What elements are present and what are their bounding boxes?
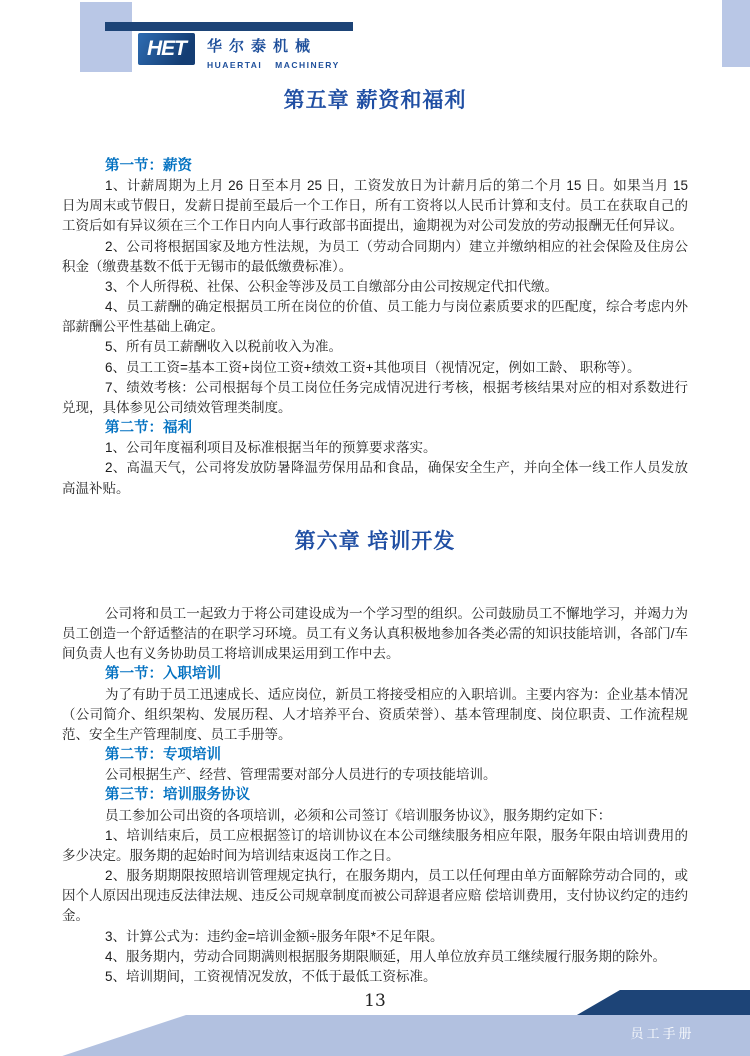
chapter5-content — [62, 156, 688, 499]
section-heading-special-training: 第二节：专项培训 — [105, 747, 221, 764]
company-logo — [138, 33, 195, 65]
paragraph-agreement-3: 3、计算公式为：违约金=培训金额÷服务年限*不足年限。 — [105, 928, 444, 944]
section-heading-onboarding: 第一节：入职培训 — [105, 666, 221, 683]
chapter6-content — [62, 604, 688, 987]
section-heading-training-agreement: 第三节：培训服务协议 — [105, 787, 250, 804]
paragraph-training-intro: 公司将和员工一起致力于将公司建设成为一个学习型的组织。公司鼓励员工不懈地学习，并竭力为员工创造一个舒适整洁的在职学习环境。员工有义务认真积极地参加各类必需的知识技能培训，各部门/车间负责人也有义务协助员工将培训成果运用到工作中去。 — [62, 606, 688, 662]
paragraph-salary-7: 7、绩效考核：公司根据每个员工岗位任务完成情况进行考核，根据考核结果对应的相对系数进行兑现，具体参见公司绩效管理类制度。 — [62, 379, 688, 415]
page-number: 13 — [364, 991, 386, 1011]
company-logo-text: HET — [147, 37, 186, 60]
paragraph-agreement-5: 5、培训期间，工资视情况发放，不低于最低工资标准。 — [105, 968, 437, 984]
chapter6-title: 第六章 培训开发 — [294, 530, 456, 553]
decor-rect-right — [722, 0, 750, 67]
paragraph-salary-3: 3、个人所得税、社保、公积金等涉及员工自缴部分由公司按规定代扣代缴。 — [105, 278, 559, 294]
paragraph-onboarding: 为了有助于员工迅速成长、适应岗位，新员工将接受相应的入职培训。主要内容为：企业基本情况（公司简介、组织架构、发展历程、人才培养平台、资质荣誉）、基本管理制度、岗位职责、工作流程规范、安全生产管理制度、员工手册等。 — [62, 686, 688, 742]
paragraph-salary-4: 4、员工薪酬的确定根据员工所在岗位的价值、员工能力与岗位素质要求的匹配度，综合考虑内外部薪酬公平性基础上确定。 — [62, 299, 688, 335]
paragraph-salary-2: 2、公司将根据国家及地方性法规，为员工（劳动合同期内）建立并缴纳相应的社会保险及住房公积金（缴费基数不低于无锡市的最低缴费标准）。 — [62, 238, 688, 274]
chapter5-title: 第五章 薪资和福利 — [283, 89, 467, 112]
paragraph-special-training: 公司根据生产、经营、管理需要对部分人员进行的专项技能培训。 — [105, 767, 497, 783]
paragraph-welfare-1: 1、公司年度福利项目及标准根据当年的预算要求落实。 — [105, 440, 437, 456]
paragraph-salary-1: 1、计薪周期为上月 26 日至本月 25 日，工资发放日为计薪月后的第二个月 15 日。如果当月 15 日为周末或节假日，发薪日提前至最后一个工作日，所有工资将以人民币计算和支付。员工在获取自己的工资后如有异议须在三个工作日内向人事行政部书面提出，逾期视为对公司发放的劳动报酬无任何异议。 — [62, 178, 688, 234]
paragraph-agreement-4: 4、服务期内，劳动合同期满则根据服务期限顺延，用人单位放弃员工继续履行服务期的除外。 — [105, 948, 667, 964]
section-heading-welfare: 第二节：福利 — [105, 420, 192, 437]
paragraph-welfare-2: 2、高温天气，公司将发放防暑降温劳保用品和食品，确保安全生产，并向全体一线工作人员发放高温补贴。 — [62, 460, 688, 496]
decor-rect-left — [80, 2, 132, 72]
paragraph-salary-5: 5、所有员工薪酬收入以税前收入为准。 — [105, 339, 343, 355]
footer-tab-label: 员工手册 — [630, 1026, 695, 1041]
paragraph-agreement-1: 1、培训结束后，员工应根据签订的培训协议在本公司继续服务相应年限，服务年限由培训费用的多少决定。服务期的起始时间为培训结束返岗工作之日。 — [62, 827, 688, 863]
company-brand — [207, 35, 340, 70]
company-name-en: HUAERTAI MACHINERY — [207, 60, 340, 70]
header-rule-bar — [105, 22, 353, 31]
company-name-cn: 华尔泰机械 — [207, 38, 318, 55]
paragraph-agreement-2: 2、服务期期限按照培训管理规定执行，在服务期内，员工以任何理由单方面解除劳动合同的，或因个人原因出现违反法律法规、违反公司规章制度而被公司辞退者应赔 偿培训费用，支付协议约定的违约金。 — [62, 868, 688, 924]
section-heading-salary: 第一节：薪资 — [105, 158, 192, 174]
paragraph-agreement-intro: 员工参加公司出资的各项培训，必须和公司签订《培训服务协议》，服务期约定如下： — [105, 807, 612, 823]
paragraph-salary-6: 6、员工工资=基本工资+岗位工资+绩效工资+其他项目（视情况定，例如工龄、 职称等）。 — [105, 359, 641, 375]
